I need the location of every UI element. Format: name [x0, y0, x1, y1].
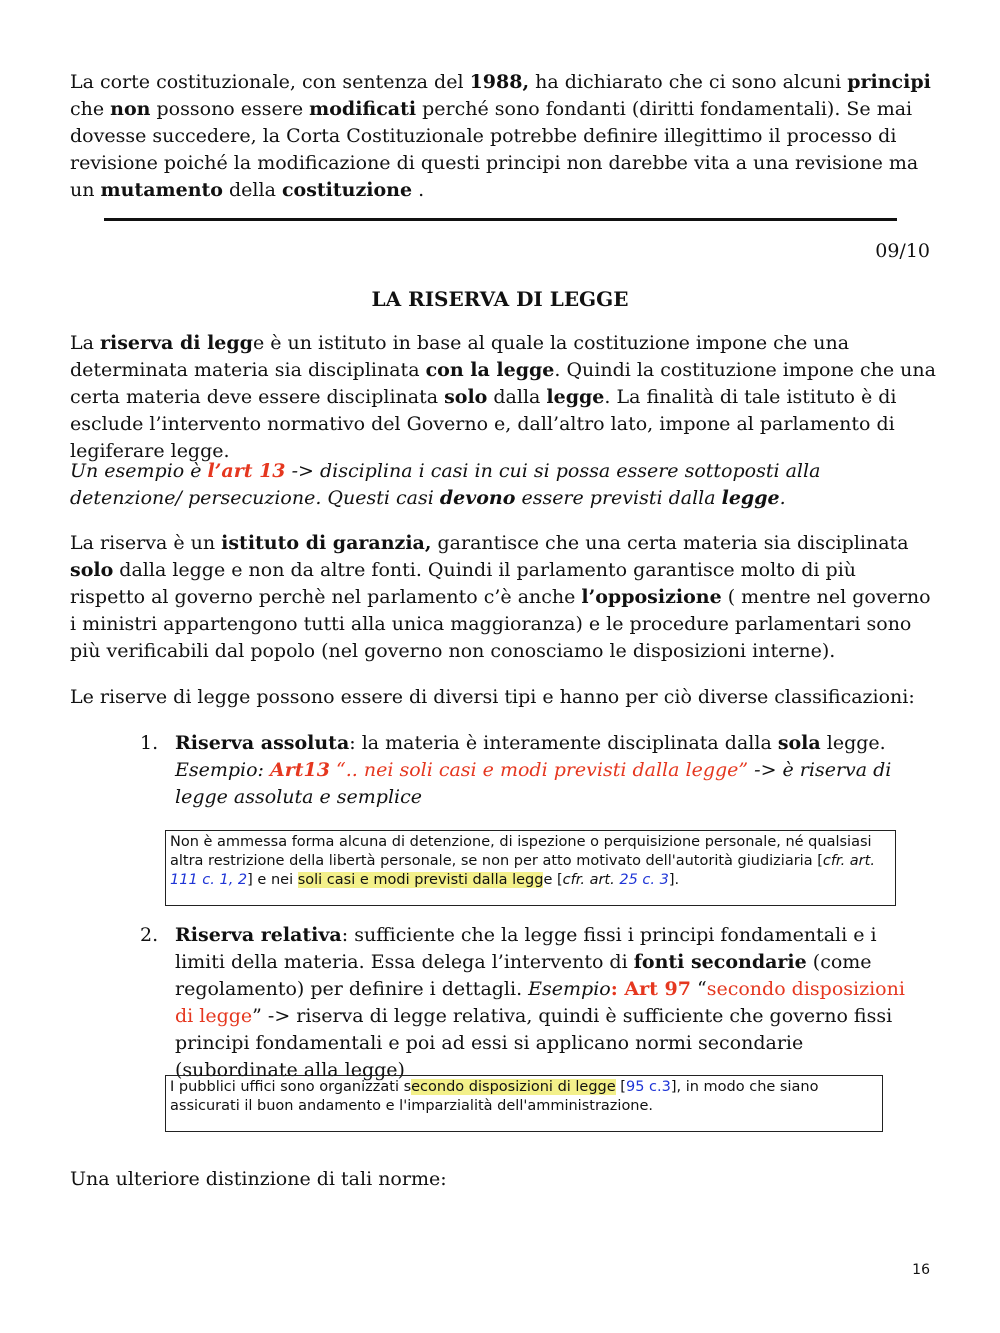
paragraph-ulteriore-distinzione: Una ulteriore distinzione di tali norme:: [70, 1168, 447, 1190]
list-number: 1.: [140, 732, 159, 754]
list-item-text: Riserva relativa: sufficiente che la legge fissi i principi fondamentali e i limiti della materia. Essa delega l’intervento di fonti secondarie (come regolamento) per definire i dettagli. Esempio: Art 97 “secondo disposizioni di legge” -> riserva di legge relativa, quindi è sufficiente che governo fissi principi fondamentali e poi ad essi si applicano normi secondarie (subordinate alla legge): [175, 924, 905, 1081]
paragraph-corte-costituzionale: La corte costituzionale, con sentenza del 1988, ha dichiarato che ci sono alcuni principi che non possono essere modificati perché sono fondanti (diritti fondamentali). Se mai dovesse succedere, la Corta Costituzionale potrebbe definire illegittimo il processo di revisione poiché la modificazione di questi principi non darebbe vita a una revisione ma un mutamento della costituzione .: [70, 71, 931, 201]
list-item-text: Riserva assoluta: la materia è interamente disciplinata dalla sola legge. Esempio: Art13 “.. nei soli casi e modi previsti dalla legge” -> è riserva di legge assoluta e semplice: [175, 732, 892, 808]
list-item-riserva-assoluta: [140, 730, 920, 811]
quote-box-art13: Non è ammessa forma alcuna di detenzione, di ispezione o perquisizione personale, né qualsiasi altra restrizione della libertà personale, se non per atto motivato dell'autorità giudiziaria [cfr. art. 111 c. 1, 2] e nei soli casi e modi previsti dalla legge [cfr. art. 25 c. 3].: [165, 830, 896, 906]
quote-box-art97: I pubblici uffici sono organizzati secondo disposizioni di legge [95 c.3], in modo che siano assicurati il buon andamento e l'imparzialità dell'amministrazione.: [165, 1075, 883, 1132]
paragraph-riserva-definition: La riserva di legge è un istituto in base al quale la costituzione impone che una determinata materia sia disciplinata con la legge. Quindi la costituzione impone che una certa materia deve essere disciplinata solo dalla legge. La finalità di tale istituto è di esclude l’intervento normativo del Governo e, dall’altro lato, impone al parlamento di legiferare legge.: [70, 332, 936, 462]
page-number: 16: [912, 1262, 930, 1278]
section-heading: LA RISERVA DI LEGGE: [371, 287, 629, 311]
list-number: 2.: [140, 924, 159, 946]
paragraph-classificazioni: Le riserve di legge possono essere di diversi tipi e hanno per ciò diverse classificazioni:: [70, 686, 915, 708]
paragraph-example-art13: Un esempio è l’art 13 -> disciplina i casi in cui si possa essere sottoposti alla detenzione/ persecuzione. Questi casi devono essere previsti dalla legge.: [70, 460, 821, 509]
date-label: 09/10: [875, 240, 930, 262]
list-item-riserva-relativa: [140, 922, 920, 1084]
horizontal-rule: [104, 218, 897, 221]
paragraph-istituto-garanzia: La riserva è un istituto di garanzia, garantisce che una certa materia sia disciplinata solo dalla legge e non da altre fonti. Quindi il parlamento garantisce molto di più rispetto al governo perchè nel parlamento c’è anche l’opposizione ( mentre nel governo i ministri appartengono tutti alla unica maggioranza) e le procedure parlamentari sono più verificabili dal popolo (nel governo non conosciamo le disposizioni interne).: [70, 532, 931, 662]
